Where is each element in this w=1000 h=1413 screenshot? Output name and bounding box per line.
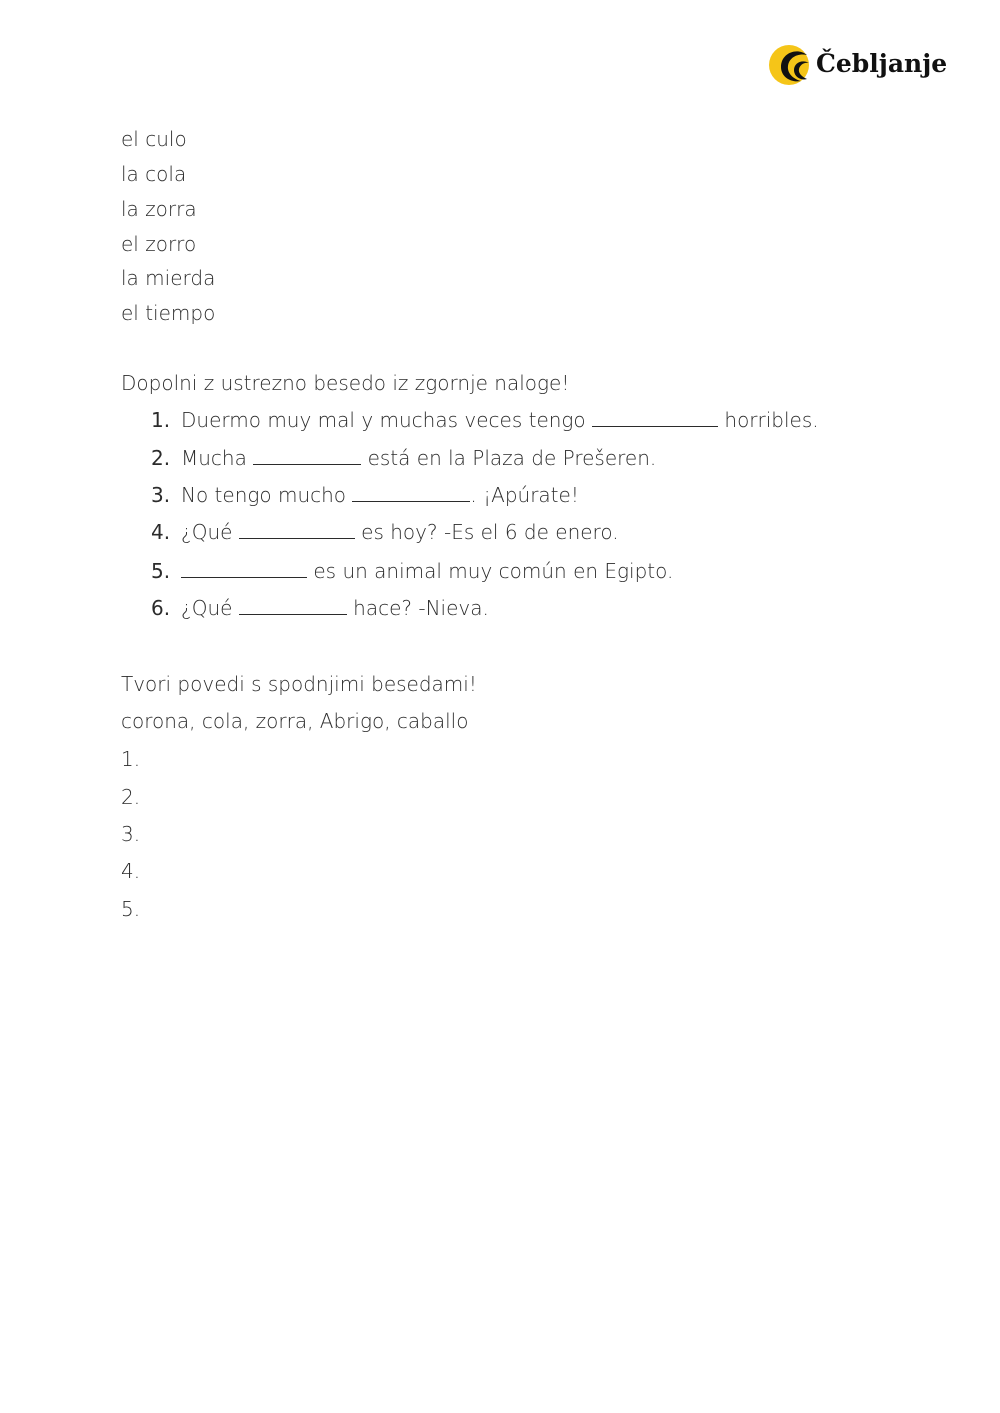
item-text-after: horribles. (724, 408, 819, 432)
item-text-after: es un animal muy común en Egipto. (313, 559, 674, 583)
vocab-item: el culo (121, 127, 187, 151)
answer-blank[interactable] (239, 596, 347, 615)
answer-blank[interactable] (352, 483, 470, 502)
vocab-item: la cola (121, 162, 187, 186)
exercise1-item (181, 483, 579, 507)
exercise1-item-number: 5. (151, 559, 171, 583)
exercise2-answer-line[interactable]: 1. (121, 747, 141, 771)
item-text-before: Duermo muy mal y muchas veces tengo (181, 408, 586, 432)
item-text-after: está en la Plaza de Prešeren. (367, 446, 657, 470)
item-text-after: hace? -Nieva. (353, 596, 489, 620)
item-text-before: No tengo mucho (181, 483, 347, 507)
exercise1-instruction: Dopolni z ustrezno besedo iz zgornje naloge! (121, 371, 570, 395)
exercise1-item-number: 6. (151, 596, 171, 620)
exercise2-answer-line[interactable]: 4. (121, 859, 141, 883)
exercise1-item-number: 4. (151, 520, 171, 544)
exercise1-item (181, 520, 619, 544)
exercise2-instruction: Tvori povedi s spodnjimi besedami! (121, 672, 477, 696)
vocab-item: el zorro (121, 232, 197, 256)
answer-blank[interactable] (239, 520, 355, 539)
vocab-item: la zorra (121, 197, 197, 221)
item-text-before: ¿Qué (181, 596, 233, 620)
exercise1-item-number: 1. (151, 408, 171, 432)
brand-name: Čebljanje (816, 48, 948, 78)
vocab-item: la mierda (121, 266, 216, 290)
answer-blank[interactable] (592, 408, 718, 427)
item-text-before: ¿Qué (181, 520, 233, 544)
answer-blank[interactable] (253, 446, 361, 465)
item-text-after: . ¡Apúrate! (470, 483, 579, 507)
item-text-before: Mucha (181, 446, 247, 470)
bee-logo-icon (767, 41, 815, 89)
exercise1-item (181, 408, 819, 432)
exercise1-item-number: 3. (151, 483, 171, 507)
brand-logo (767, 40, 947, 90)
exercise1-item (181, 446, 656, 470)
exercise2-answer-line[interactable]: 2. (121, 785, 141, 809)
exercise1-item (181, 559, 673, 583)
exercise1-item-number: 2. (151, 446, 171, 470)
exercise2-word-list: corona, cola, zorra, Abrigo, caballo (121, 709, 469, 733)
item-text-after: es hoy? -Es el 6 de enero. (361, 520, 619, 544)
exercise2-answer-line[interactable]: 5. (121, 897, 141, 921)
vocab-item: el tiempo (121, 301, 216, 325)
exercise2-answer-line[interactable]: 3. (121, 822, 141, 846)
exercise1-item (181, 596, 489, 620)
answer-blank[interactable] (181, 559, 307, 578)
